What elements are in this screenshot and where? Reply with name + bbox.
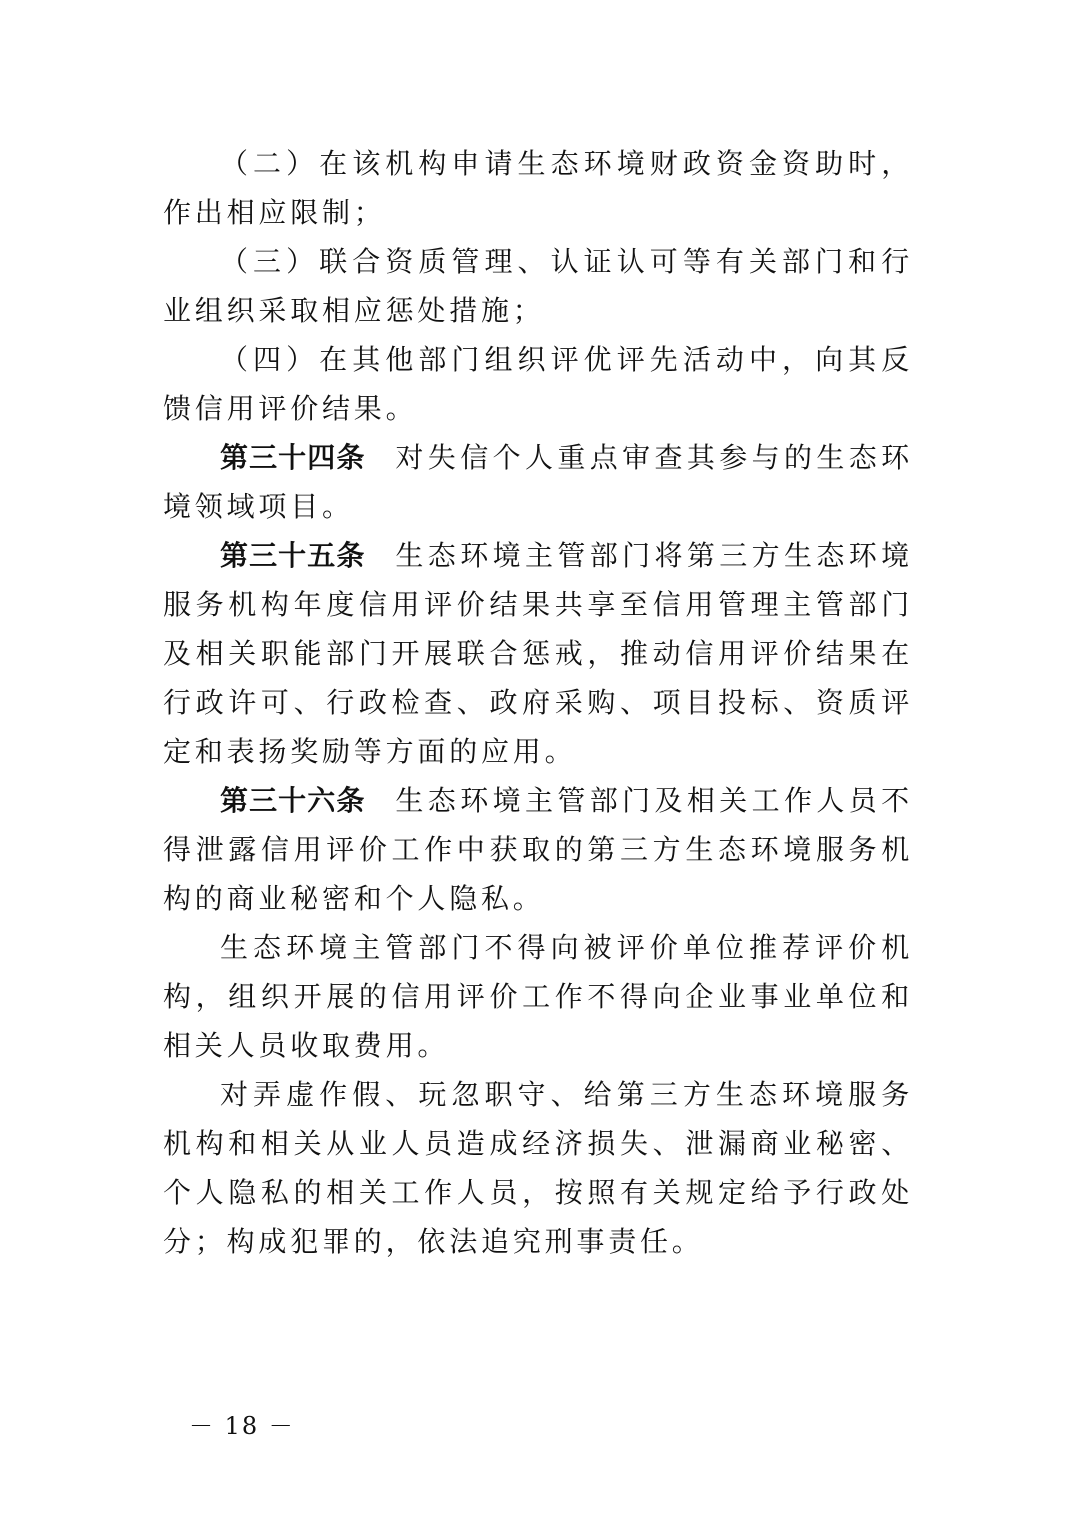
paragraph-item-2 [163,139,913,237]
article-35 [163,531,913,776]
article-34 [163,433,913,531]
document-body [163,139,913,1266]
page-number: － 18 － [189,1412,295,1440]
article-36-label: 第三十六条 [220,784,366,817]
paragraph-item-4 [163,335,913,433]
paragraph-text: 对弄虚作假、玩忽职守、给第三方生态环境服务机构和相关从业人员造成经济损失、泄漏商业秘密、个人隐私的相关工作人员，按照有关规定给予行政处分；构成犯罪的，依法追究刑事责任。 [163,1078,913,1258]
article-36-paragraph-2 [163,923,913,1070]
paragraph-text: 生态环境主管部门不得向被评价单位推荐评价机构，组织开展的信用评价工作不得向企业事业单位和相关人员收取费用。 [163,931,913,1062]
article-36-paragraph-3 [163,1070,913,1266]
paragraph-text: （四）在其他部门组织评优评先活动中，向其反馈信用评价结果。 [163,343,913,425]
article-36-text: 生态环境主管部门及相关工作人员不得泄露信用评价工作中获取的第三方生态环境服务机构的商业秘密和个人隐私。 [163,784,913,915]
article-34-label: 第三十四条 [220,441,366,474]
paragraph-item-3 [163,237,913,335]
article-35-text: 生态环境主管部门将第三方生态环境服务机构年度信用评价结果共享至信用管理主管部门及相关职能部门开展联合惩戒，推动信用评价结果在行政许可、行政检查、政府采购、项目投标、资质评定和表扬奖励等方面的应用。 [163,539,913,768]
article-34-text: 对失信个人重点审查其参与的生态环境领域项目。 [163,441,913,523]
paragraph-text: （三）联合资质管理、认证认可等有关部门和行业组织采取相应惩处措施； [163,245,913,327]
article-36 [163,776,913,923]
article-35-label: 第三十五条 [220,539,366,572]
paragraph-text: （二）在该机构申请生态环境财政资金资助时，作出相应限制； [163,147,913,229]
